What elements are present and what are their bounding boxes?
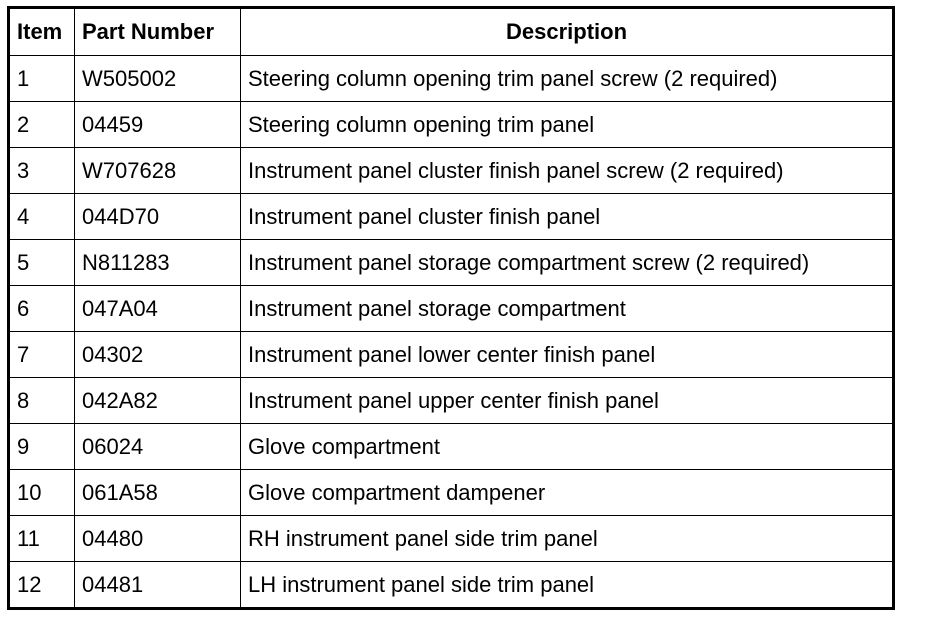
part-number-cell: 04480 <box>75 516 241 562</box>
table-row <box>9 286 894 332</box>
part-number-cell: W707628 <box>75 148 241 194</box>
table-row <box>9 240 894 286</box>
header-row <box>9 8 894 56</box>
item-cell: 2 <box>9 102 75 148</box>
item-cell: 3 <box>9 148 75 194</box>
description-cell: Glove compartment dampener <box>241 470 894 516</box>
table-row <box>9 102 894 148</box>
item-cell: 5 <box>9 240 75 286</box>
part-number-cell: N811283 <box>75 240 241 286</box>
part-number-cell: 04459 <box>75 102 241 148</box>
item-cell: 9 <box>9 424 75 470</box>
item-cell: 10 <box>9 470 75 516</box>
description-cell: Instrument panel upper center finish panel <box>241 378 894 424</box>
table-row <box>9 332 894 378</box>
header-part-number: Part Number <box>75 8 241 56</box>
description-cell: RH instrument panel side trim panel <box>241 516 894 562</box>
description-cell: Instrument panel lower center finish panel <box>241 332 894 378</box>
part-number-cell: W505002 <box>75 56 241 102</box>
part-number-cell: 06024 <box>75 424 241 470</box>
description-cell: Instrument panel storage compartment <box>241 286 894 332</box>
table-row <box>9 562 894 609</box>
item-cell: 6 <box>9 286 75 332</box>
part-number-cell: 04302 <box>75 332 241 378</box>
item-cell: 8 <box>9 378 75 424</box>
description-cell: LH instrument panel side trim panel <box>241 562 894 609</box>
table-row <box>9 56 894 102</box>
description-cell: Steering column opening trim panel screw (2 required) <box>241 56 894 102</box>
header-description: Description <box>241 8 894 56</box>
table-row <box>9 516 894 562</box>
item-cell: 7 <box>9 332 75 378</box>
description-cell: Glove compartment <box>241 424 894 470</box>
description-cell: Instrument panel storage compartment screw (2 required) <box>241 240 894 286</box>
item-cell: 12 <box>9 562 75 609</box>
table-row <box>9 424 894 470</box>
description-cell: Instrument panel cluster finish panel <box>241 194 894 240</box>
part-number-cell: 044D70 <box>75 194 241 240</box>
item-cell: 1 <box>9 56 75 102</box>
table-header <box>9 8 894 56</box>
part-number-cell: 042A82 <box>75 378 241 424</box>
item-cell: 4 <box>9 194 75 240</box>
table-row <box>9 470 894 516</box>
table-body <box>9 56 894 609</box>
header-item: Item <box>9 8 75 56</box>
table-row <box>9 148 894 194</box>
description-cell: Instrument panel cluster finish panel screw (2 required) <box>241 148 894 194</box>
item-cell: 11 <box>9 516 75 562</box>
part-number-cell: 04481 <box>75 562 241 609</box>
description-cell: Steering column opening trim panel <box>241 102 894 148</box>
part-number-cell: 047A04 <box>75 286 241 332</box>
table-row <box>9 194 894 240</box>
parts-table <box>7 6 895 610</box>
part-number-cell: 061A58 <box>75 470 241 516</box>
table-row <box>9 378 894 424</box>
